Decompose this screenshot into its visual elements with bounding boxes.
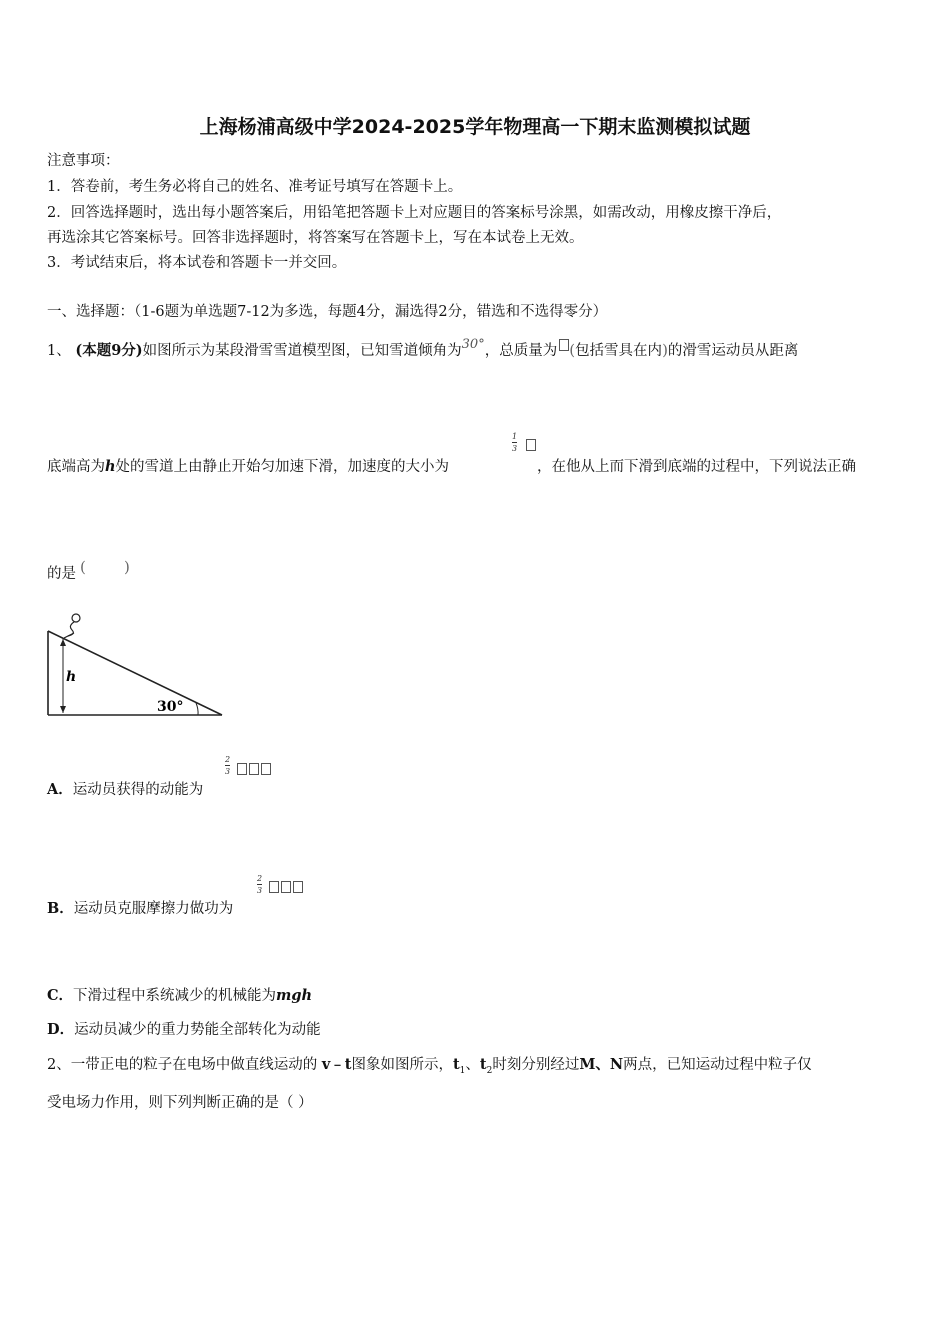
height-var: h xyxy=(105,458,116,475)
option-text: 运动员获得的动能为 xyxy=(72,782,204,798)
q2-mn: M、N xyxy=(579,1056,624,1073)
fraction-numerator: 2 xyxy=(257,874,263,883)
notice-item: 1．答卷前，考生务必将自己的姓名、准考证号填写在答题卡上。 xyxy=(47,179,463,195)
skier-icon xyxy=(64,614,80,638)
q2-text: 图象如图所示， xyxy=(351,1057,453,1073)
q2-text: 时刻分别经过 xyxy=(492,1057,580,1073)
q2-vt: v﹣t xyxy=(321,1056,352,1073)
q1-line2-end: ，在他从上而下滑到底端的过程中，下列说法正确 xyxy=(537,459,856,475)
notice-heading: 注意事项： xyxy=(47,153,120,169)
formula-placeholder-icon xyxy=(281,881,291,893)
q1-text: 的是 xyxy=(47,566,76,582)
option-b-fraction xyxy=(257,874,262,895)
option-label: D． xyxy=(47,1021,75,1038)
notice-item: 再选涂其它答案标号。回答非选择题时，将答案写在答题卡上，写在本试卷上无效。 xyxy=(47,230,584,246)
fraction-denominator: 3 xyxy=(225,767,231,776)
mass-placeholder-icon xyxy=(559,339,569,351)
open-paren-icon: ( xyxy=(569,341,576,359)
answer-close-paren-icon: ) xyxy=(124,558,130,576)
q2-line1 xyxy=(47,1055,812,1081)
q2-text: 两点，已知运动过程中粒子仅 xyxy=(623,1057,812,1073)
q1-text: 包括雪具在内 xyxy=(575,343,663,359)
slope-figure xyxy=(40,608,230,723)
formula-placeholder-icon xyxy=(249,763,259,775)
option-label: B． xyxy=(47,900,74,917)
q1-score: (本题9分) xyxy=(75,342,143,359)
fraction-denominator: 3 xyxy=(257,886,263,895)
fraction-numerator: 2 xyxy=(225,755,231,764)
q2-t1: t xyxy=(452,1056,460,1073)
q1-text: 处的雪道上由静止开始匀加速下滑，加速度的大小为 xyxy=(115,459,450,475)
formula-placeholder-icon xyxy=(261,763,271,775)
option-text: 运动员克服摩擦力做功为 xyxy=(73,901,234,917)
option-a-fraction xyxy=(225,755,230,776)
option-a xyxy=(47,780,203,800)
option-text: 下滑过程中系统减少的机械能为 xyxy=(73,988,277,1004)
q1-text: 的滑雪运动员从距离 xyxy=(667,343,799,359)
q1-text: ，总质量为 xyxy=(484,343,558,359)
option-b xyxy=(47,899,233,919)
option-var: mgh xyxy=(276,987,313,1004)
accel-fraction xyxy=(512,432,517,453)
option-label: A． xyxy=(47,781,73,798)
q1-text: 底端高为 xyxy=(47,459,105,475)
g-placeholder-icon xyxy=(526,439,536,451)
q1-line1 xyxy=(47,337,799,362)
option-label: C． xyxy=(47,987,74,1004)
q2-line2: 受电场力作用，则下列判断正确的是（ ） xyxy=(47,1095,313,1111)
q1-line3 xyxy=(47,564,76,584)
formula-placeholder-icon xyxy=(269,881,279,893)
q2-t2: t xyxy=(479,1056,487,1073)
q2-sub1: 1 xyxy=(459,1065,466,1076)
q1-number: 1、 xyxy=(47,343,71,359)
formula-placeholder-icon xyxy=(237,763,247,775)
q2-sub2: 2 xyxy=(486,1065,493,1076)
answer-open-paren-icon: ( xyxy=(80,558,86,576)
notice-item: 2．回答选择题时，选出每小题答案后，用铅笔把答题卡上对应题目的答案标号涂黑，如需改动，用橡皮擦干净后， xyxy=(47,205,782,221)
notice-item: 3．考试结束后，将本试卷和答题卡一并交回。 xyxy=(47,255,347,271)
section-heading: 一、选择题：（1-6题为单选题7-12为多选，每题4分，漏选得2分，错选和不选得零分） xyxy=(47,304,608,320)
option-c xyxy=(47,986,312,1006)
formula-placeholder-icon xyxy=(293,881,303,893)
q2-text: 2、一带正电的粒子在电场中做直线运动的 xyxy=(47,1057,318,1073)
q1-text: 如图所示为某段滑雪雪道模型图，已知雪道倾角为 xyxy=(142,343,462,359)
fraction-denominator: 3 xyxy=(512,444,518,453)
angle-value: 30° xyxy=(461,337,485,352)
figure-h-label: h xyxy=(66,669,77,685)
q2-sep: 、 xyxy=(465,1057,480,1073)
option-d xyxy=(47,1020,321,1040)
figure-angle-label: 30° xyxy=(157,699,184,715)
page-title: 上海杨浦高级中学2024-2025学年物理高一下期末监测模拟试题 xyxy=(199,116,751,138)
q1-line2 xyxy=(47,457,449,477)
fraction-numerator: 1 xyxy=(512,432,518,441)
option-text: 运动员减少的重力势能全部转化为动能 xyxy=(74,1022,321,1038)
close-paren-icon: ) xyxy=(662,341,668,359)
